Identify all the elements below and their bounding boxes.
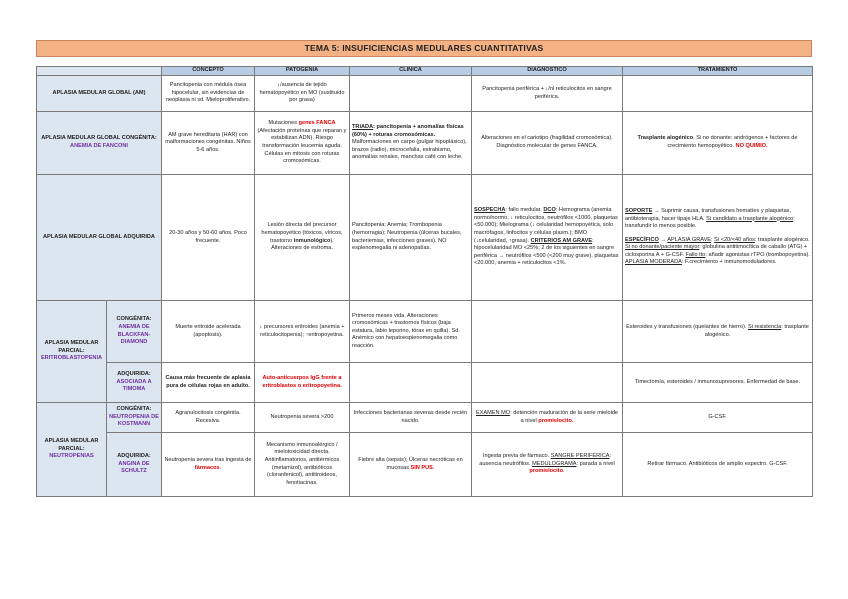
cell-patogenia: Mecanismo inmunoalérgico / mielotoxicidad directa. Antiinflamatorios, antitérmicos (metamizol), antibióticos (cloranfenicol), antitiroideos, fenotiacinas. (255, 433, 350, 497)
header-patogenia: PATOGENIA (255, 67, 350, 76)
sub-title: ADQUIRIDA: (117, 453, 151, 460)
cell-tratamiento (623, 76, 813, 112)
sub-title: CONGÉNITA: (116, 316, 152, 323)
sub-label-timoma (107, 363, 162, 403)
text: : pancitopenia + anomalías físicas (60%) + roturas cromosómicas. (352, 124, 464, 138)
label-text: APLASIA MODERADA (625, 259, 682, 266)
cell-patogenia: ↓ precursores eritroides (anemia + reticulocitopenia); ↑eritropoyetina. (255, 301, 350, 363)
table-row (37, 76, 813, 112)
sub-subtitle: ASOCIADA A TIMOMA (116, 378, 152, 393)
header-tratamiento: TRATAMIENTO (623, 67, 813, 76)
text: Fiebre alta (sepsis); Úlceras necróticas en mucosas (358, 456, 463, 471)
cell-concepto: Muerte eritroide acelerada (apoptosis). (162, 301, 255, 363)
text: : ausencia neutrófilos. (479, 453, 612, 467)
text: : añadir agonistas rTPO (trombopoyetina). (705, 251, 810, 258)
corner-cell (37, 67, 162, 76)
cell-concepto: Causa más frecuente de aplasia pura de células rojas en adulto. (162, 363, 255, 403)
cell-diagnostico (472, 403, 623, 433)
label-text: SOSPECHA (474, 207, 506, 214)
label-text: Trasplante alogénico (637, 135, 694, 142)
text: : fallo medular. (505, 207, 542, 214)
group-title: APLASIA MEDULAR PARCIAL: (44, 340, 99, 354)
table-row (37, 403, 813, 433)
cell-diagnostico (472, 175, 623, 301)
label-text: Fallo tto (685, 251, 706, 258)
label-text: DCO (543, 207, 556, 214)
cell-tratamiento (623, 301, 813, 363)
sub-subtitle: NEUTROPENIA DE KOSTMANN (109, 413, 159, 428)
highlight-text: promielocito (529, 468, 563, 475)
text: : F.crecimiento + inmunomoduladores. (681, 259, 777, 266)
header-diagnostico: DIAGNÓSTICO (472, 67, 623, 76)
cell-patogenia (255, 175, 350, 301)
header-row (37, 67, 813, 76)
label-text: MEDULOGRAMA (532, 460, 577, 467)
cell-concepto (162, 433, 255, 497)
highlight-text: promielocito. (538, 417, 574, 424)
text: . (563, 468, 565, 475)
cell-tratamiento: G-CSF. (623, 403, 813, 433)
cell-diagnostico (472, 433, 623, 497)
group-subtitle: ERITROBLASTOPENIA (40, 355, 103, 362)
row-label-text: APLASIA MEDULAR GLOBAL CONGÉNITA: (41, 135, 157, 142)
text: Lesión directa del precursor hematopoyético (tóxicos, víricos, trastorno (261, 222, 343, 244)
label-text: EXAMEN MO (475, 409, 511, 416)
table-row (37, 301, 813, 363)
cell-patogenia: ↓/ausencia de tejido hematopoyético en MO (sustituido por grasa) (255, 76, 350, 112)
row-label-congenita (37, 112, 162, 175)
group-label-eritro (37, 301, 107, 403)
text: . (219, 464, 222, 471)
cell-diagnostico (472, 363, 623, 403)
group-subtitle: NEUTROPENIAS (49, 453, 94, 460)
highlight-text: genes FANCA (298, 120, 336, 127)
cell-clinica: Infecciones bacterianas severas desde recién nacido. (350, 403, 472, 433)
row-label-adquirida: APLASIA MEDULAR GLOBAL ADQUIRIDA (37, 175, 162, 301)
label-text: Si no donante/paciente mayor (625, 244, 700, 251)
sub-label-schultz (107, 433, 162, 497)
sub-label-blackfan (107, 301, 162, 363)
sub-title: ADQUIRIDA: (117, 371, 151, 378)
label-text: Si <20/<40 años (714, 236, 755, 243)
table-row (37, 175, 813, 301)
cell-concepto: Agranulocitosis congénita. Recesiva. (162, 403, 255, 433)
text: : transfundir lo menos posible. (625, 215, 795, 230)
cell-diagnostico (472, 301, 623, 363)
cell-concepto: 20-30 años y 50-60 años. Poco frecuente. (162, 175, 255, 301)
text: : (711, 236, 713, 243)
label-text: APLASIA GRAVE (667, 236, 712, 243)
cell-tratamiento (623, 175, 813, 301)
text: . (432, 464, 435, 471)
cell-clinica (350, 112, 472, 175)
sub-title: CONGÉNITA: (116, 406, 152, 413)
text: → Suprimir causa, transfusiones hematíes y plaquetas, antibioterapia, hacer tipaje HLA. (625, 207, 792, 222)
cell-diagnostico: Alteraciones en el cariotipo (fragilidad cromosómica). Diagnóstico molecular de genes FANCA. (472, 112, 623, 175)
label-text: SANGRE PERIFÉRICA (550, 453, 610, 460)
text: (Afectación proteínas que reparan y estabilizan ADN). Riesgo transformación leucemia aguda. Células en mitosis con roturas cromosómicas. (257, 127, 347, 165)
header-concepto: CONCEPTO (162, 67, 255, 76)
header-clinica: CLÍNICA (350, 67, 472, 76)
cell-tratamiento: Retirar fármaco. Antibióticos de amplio espectro. G-CSF. (623, 433, 813, 497)
label-text: TRIADA (352, 124, 374, 131)
cell-patogenia: Neutropenia severa >200 (255, 403, 350, 433)
text: Malformaciones en carpo (pulgar hipoplásico), brazos (radio), microcefalia, estrabismo, anomalías renales, manchas café con leche. (352, 139, 467, 161)
page-title: TEMA 5: INSUFICIENCIAS MEDULARES CUANTITATIVAS (36, 40, 812, 57)
text: . Si no donante: andrógenos + factores de crecimiento hemopoyético. (667, 135, 798, 149)
text: : parada a nivel (576, 460, 615, 467)
highlight-text: NO QUIMIO. (735, 143, 768, 149)
text: : detención maduración de la serie mieloide a nivel (510, 409, 619, 424)
cell-clinica (350, 76, 472, 112)
table-row (37, 433, 813, 497)
cell-patogenia: Auto-anticuerpos IgG frente a eritroblastos o eritropoyetina. (255, 363, 350, 403)
cell-patogenia (255, 112, 350, 175)
sub-label-kostmann (107, 403, 162, 433)
cell-diagnostico: Pancitopenia periférica + ↓/nl reticulocitos en sangre periférica. (472, 76, 623, 112)
text: inmunológico (293, 237, 331, 244)
cell-concepto: Pancitopenia con médula ósea hipocelular, sin evidencias de neoplasia ni sd. Mieloproliferativo. (162, 76, 255, 112)
table-row (37, 112, 813, 175)
group-title: APLASIA MEDULAR PARCIAL: (44, 438, 99, 452)
label-text: SOPORTE (625, 207, 653, 214)
highlight-text: SIN PUS (410, 464, 433, 471)
label-text: Si resistencia (747, 323, 782, 330)
text: → (660, 236, 667, 243)
cell-tratamiento: Timectomía, esteroides / inmunosupresores. Enfermedad de base. (623, 363, 813, 403)
text: : hipocelularidad MO <25%; 2 de los siguientes en sangre periférica → neutrófilos <500 (<200 muy grave), plaquetas <20.000, anemia + reticulocitos <1%. (474, 237, 619, 267)
text: : trasplante alogénico. (754, 236, 810, 243)
text: Ingesta previa de fármaco. (482, 453, 550, 460)
row-label-global: APLASIA MEDULAR GLOBAL (AM) (37, 76, 162, 112)
text: Mutaciones (268, 120, 298, 127)
summary-table (36, 66, 813, 497)
text: Esteroides y transfusiones (quelantes de hierro). (626, 323, 747, 330)
sub-subtitle: ANGINA DE SCHULTZ (118, 460, 150, 475)
cell-tratamiento (623, 112, 813, 175)
sub-subtitle: ANEMIA DE BLACKFAN-DIAMOND (117, 323, 151, 346)
group-label-neutro (37, 403, 107, 497)
cell-clinica (350, 433, 472, 497)
label-text: Si candidato a trasplante alogénico (706, 215, 794, 222)
highlight-text: fármacos (194, 464, 220, 471)
text: : trasplante alogénico. (704, 323, 809, 338)
text: : Hemograma (anemia normo/normo, ↓ reticulocitos, neutrófilos <1000, plaquetas <50.000); Mielograma (↓ celularidad hemopoyética, solo macrófagos, linfocitos y células plasm.); BMO (↓celularidad, ↑grasa). (474, 207, 618, 244)
cell-concepto: AM grave hereditaria (HAR) con malformaciones congénitas. Niños 5-6 años. (162, 112, 255, 175)
row-label-subtitle: ANEMIA DE FANCONI (70, 143, 128, 149)
table-row (37, 363, 813, 403)
label-text: ESPECÍFICO (625, 236, 659, 243)
cell-clinica: Primeros meses vida. Alteraciones cromosómicas + trastornos físicos (baja estatura, labio leporino, tórax en quilla). Sd. Anémico con hepatoesplenomegalia como reacción. (350, 301, 472, 363)
cell-clinica (350, 363, 472, 403)
text: Neutropenia severa tras ingesta de (164, 456, 252, 463)
cell-clinica: Pancitopenia; Anemia; Trombopenia (hemorragia); Neutropenia (úlceras bucales, bacteriemias, infecciones graves). NO esplenomegalia ni adenopatías. (350, 175, 472, 301)
text: ). Alteraciones de estroma. (271, 237, 334, 252)
label-text: CRITERIOS AM GRAVE (530, 237, 593, 244)
text: : globulina antitimocítica de caballo (ATG) + ciclosporina A + G-CSF. (625, 244, 808, 258)
